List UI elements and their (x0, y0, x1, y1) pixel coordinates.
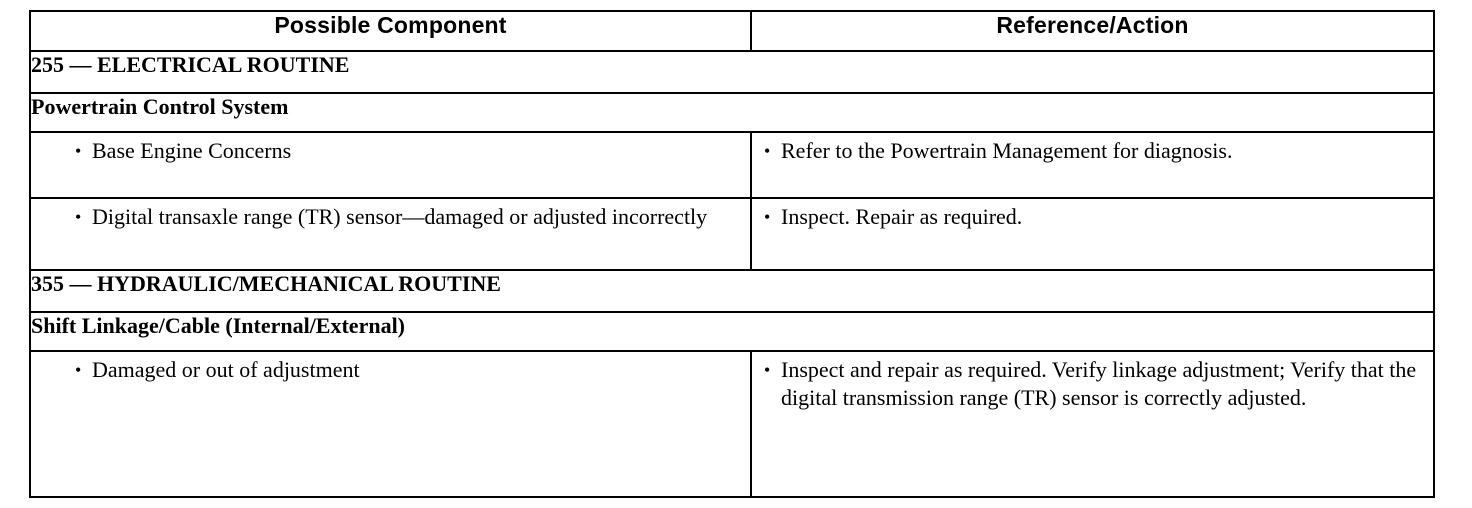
bullet-glyph: • (764, 207, 771, 227)
section-title-electrical-routine: 255 — ELECTRICAL ROUTINE (30, 51, 1434, 93)
component-text: Damaged or out of adjustment (92, 357, 360, 382)
bullet-glyph: • (75, 360, 82, 380)
action-cell (751, 198, 1434, 270)
action-cell (751, 132, 1434, 198)
component-cell (30, 351, 751, 497)
bullet-glyph: • (75, 207, 82, 227)
bullet-glyph: • (75, 141, 82, 161)
action-text: Inspect and repair as required. Verify linkage adjustment; Verify that the digital transmission range (TR) sensor is correctly adjusted. (781, 357, 1417, 410)
subsection-row (30, 93, 1434, 132)
component-cell (30, 132, 751, 198)
action-cell (751, 351, 1434, 497)
table-row (30, 132, 1434, 198)
action-text: Refer to the Powertrain Management for diagnosis. (781, 138, 1233, 163)
header-reference-action: Reference/Action (751, 11, 1434, 51)
diagnosis-table (29, 10, 1435, 498)
bullet-glyph: • (764, 141, 771, 161)
section-row (30, 51, 1434, 93)
table-row (30, 198, 1434, 270)
section-row (30, 270, 1434, 312)
bullet-glyph: • (764, 360, 771, 380)
component-cell (30, 198, 751, 270)
header-possible-component: Possible Component (30, 11, 751, 51)
subsection-row (30, 312, 1434, 351)
subsection-title-shift-linkage-cable: Shift Linkage/Cable (Internal/External) (30, 312, 1434, 351)
section-title-hydraulic-mechanical-routine: 355 — HYDRAULIC/MECHANICAL ROUTINE (30, 270, 1434, 312)
action-text: Inspect. Repair as required. (781, 204, 1023, 229)
component-text: Base Engine Concerns (92, 138, 292, 163)
table-row (30, 351, 1434, 497)
subsection-title-powertrain-control-system: Powertrain Control System (30, 93, 1434, 132)
component-text: Digital transaxle range (TR) sensor—damaged or adjusted incorrectly (92, 204, 708, 229)
diagnosis-table-container (29, 10, 1433, 498)
table-header-row (30, 11, 1434, 51)
